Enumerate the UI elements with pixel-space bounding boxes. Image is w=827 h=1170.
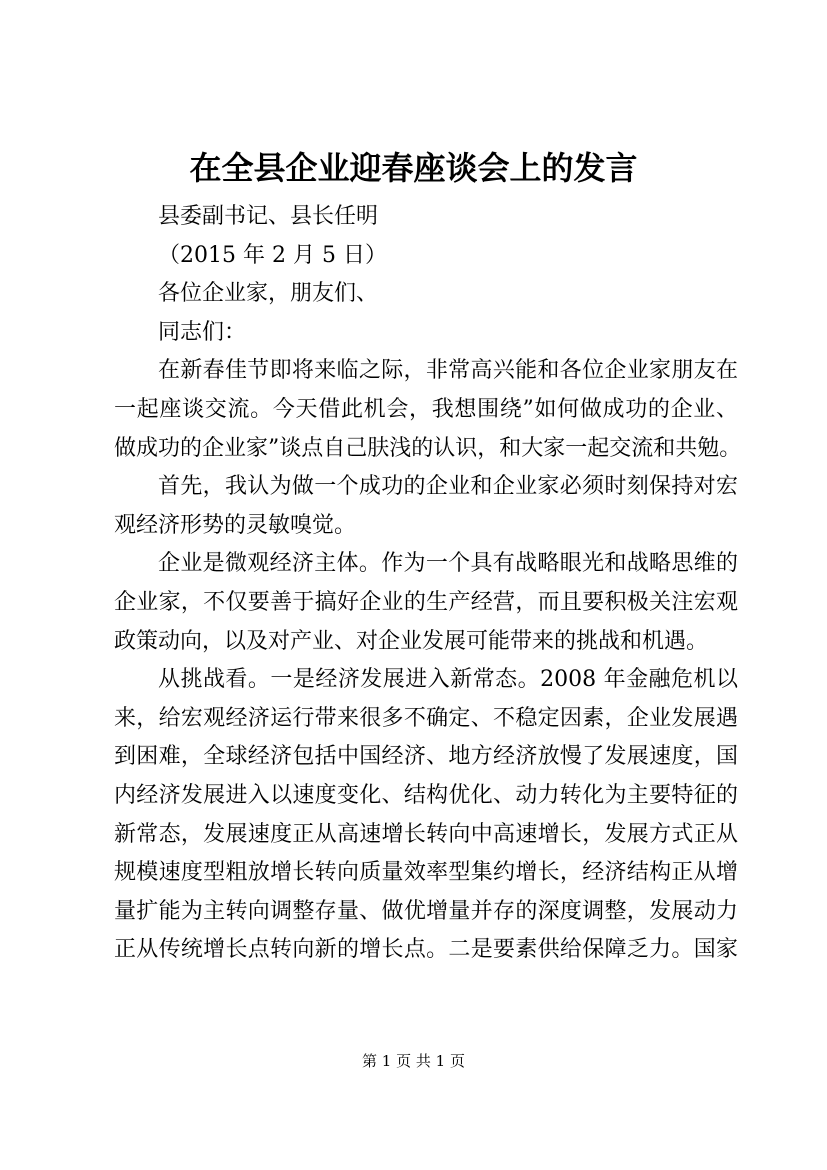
paragraph-line: 做成功的企业家”谈点自己肤浅的认识，和大家一起交流和共勉。 [114, 435, 742, 461]
paragraph-line: 来，给宏观经济运行带来很多不确定、不稳定因素，企业发展遇 [114, 705, 738, 731]
paragraph-line: 首先，我认为做一个成功的企业和企业家必须时刻保持对宏 [158, 474, 738, 500]
salutation-line: 同志们： [158, 319, 247, 345]
paragraph-line: 企业家，不仅要善于搞好企业的生产经营，而且要积极关注宏观 [114, 589, 738, 615]
date-line: （2015 年 2 月 5 日） [158, 242, 387, 268]
paragraph-line: 规模速度型粗放增长转向质量效率型集约增长，经济结构正从增 [114, 860, 738, 886]
page-number-footer: 第 1 页 共 1 页 [362, 1052, 465, 1070]
salutation-line: 各位企业家，朋友们、 [158, 281, 379, 307]
paragraph-line: 量扩能为主转向调整存量、做优增量并存的深度调整，发展动力 [114, 898, 738, 924]
paragraph-line: 内经济发展进入以速度变化、结构优化、动力转化为主要特征的 [114, 782, 738, 808]
paragraph-line: 到困难，全球经济包括中国经济、地方经济放慢了发展速度，国 [114, 744, 738, 770]
paragraph-line: 观经济形势的灵敏嗅觉。 [114, 512, 357, 538]
paragraph-line: 从挑战看。一是经济发展进入新常态。2008 年金融危机以 [158, 667, 738, 693]
paragraph-line: 新常态，发展速度正从高速增长转向中高速增长，发展方式正从 [114, 821, 738, 847]
paragraph-line: 在新春佳节即将来临之际，非常高兴能和各位企业家朋友在 [158, 358, 738, 384]
document-title: 在全县企业迎春座谈会上的发言 [189, 149, 638, 187]
paragraph-line: 企业是微观经济主体。作为一个具有战略眼光和战略思维的 [158, 551, 738, 577]
paragraph-line: 正从传统增长点转向新的增长点。二是要素供给保障乏力。国家 [114, 937, 738, 963]
paragraph-line: 政策动向，以及对产业、对企业发展可能带来的挑战和机遇。 [114, 628, 709, 654]
paragraph-line: 一起座谈交流。今天借此机会，我想围绕”如何做成功的企业、 [114, 396, 738, 422]
author-line: 县委副书记、县长任明 [158, 204, 379, 229]
document-body [114, 198, 742, 970]
